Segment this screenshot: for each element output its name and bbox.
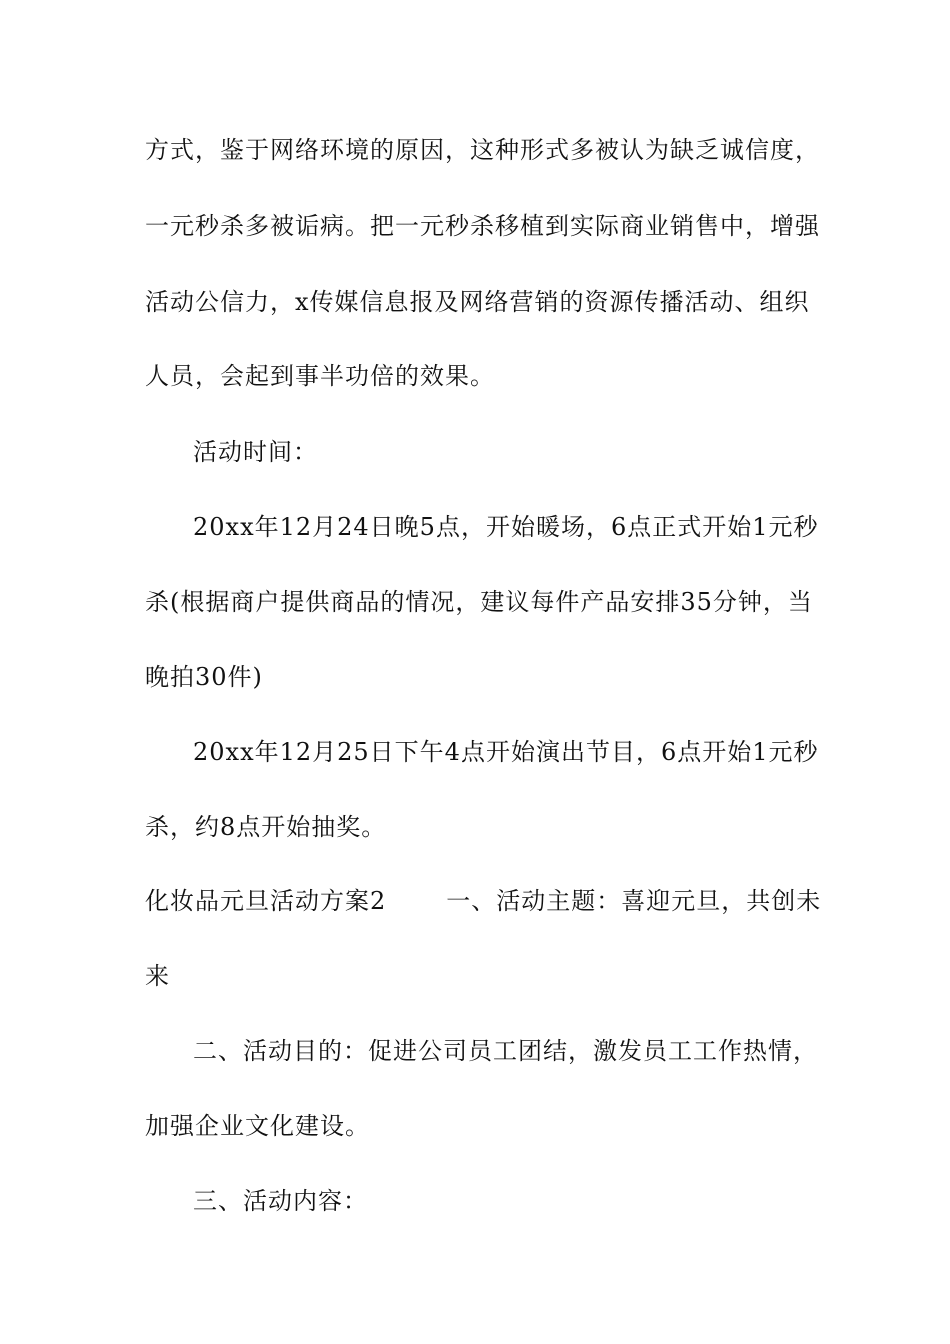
paragraph-line: 20xx年12月25日下午4点开始演出节目，6点开始1元秒 <box>193 738 819 766</box>
paragraph-line: 20xx年12月24日晚5点，开始暖场，6点正式开始1元秒 <box>193 513 819 541</box>
paragraph-line: 加强企业文化建设。 <box>145 1112 370 1140</box>
paragraph-line: 活动公信力，x传媒信息报及网络营销的资源传播活动、组织 <box>145 288 810 316</box>
paragraph-line: 晚拍30件) <box>145 663 263 691</box>
paragraph-line: 杀(根据商户提供商品的情况，建议每件产品安排35分钟，当 <box>145 588 813 616</box>
paragraph-line: 杀，约8点开始抽奖。 <box>145 813 387 841</box>
section-heading-content: 三、活动内容： <box>193 1187 368 1215</box>
section-purpose: 二、活动目的：促进公司员工团结，激发员工工作热情， <box>193 1037 818 1065</box>
document-title-line <box>145 885 825 917</box>
section-theme: 一、活动主题：喜迎元旦，共创未 <box>446 887 822 915</box>
section-heading-activity-time: 活动时间： <box>193 438 318 466</box>
paragraph-line: 来 <box>145 962 170 990</box>
paragraph-line: 人员，会起到事半功倍的效果。 <box>145 362 495 390</box>
paragraph-line: 一元秒杀多被诟病。把一元秒杀移植到实际商业销售中，增强 <box>145 212 820 240</box>
document-title: 化妆品元旦活动方案2 <box>145 887 387 915</box>
paragraph-line: 方式，鉴于网络环境的原因，这种形式多被认为缺乏诚信度， <box>145 136 820 164</box>
